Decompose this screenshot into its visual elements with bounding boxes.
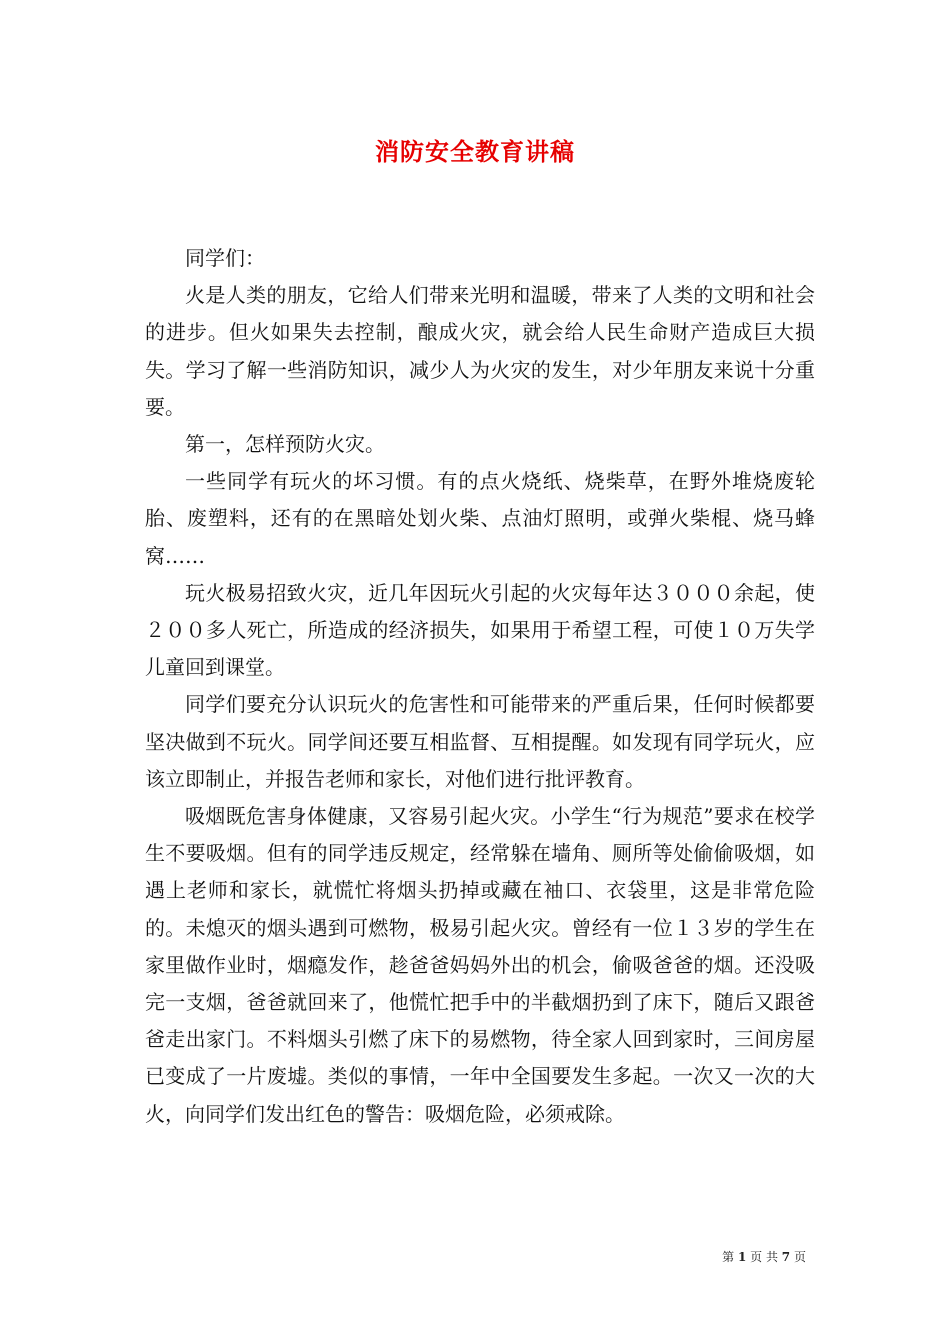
body-paragraph: 火是人类的朋友，它给人们带来光明和温暖，带来了人类的文明和社会的进步。但火如果失去控制，酿成火灾，就会给人民生命财产造成巨大损失。学习了解一些消防知识，减少人为火灾的发生，对少年朋友来说十分重要。 bbox=[145, 283, 815, 419]
body-paragraph: 玩火极易招致火灾，近几年因玩火引起的火灾每年达３０００余起，使２００多人死亡，所造成的经济损失，如果用于希望工程，可使１０万失学儿童回到课堂。 bbox=[145, 580, 815, 680]
footer-middle: 页 共 bbox=[750, 1250, 778, 1264]
current-page-number: 1 bbox=[737, 1250, 747, 1264]
footer-suffix: 页 bbox=[793, 1250, 806, 1264]
total-page-count: 7 bbox=[781, 1250, 791, 1264]
body-paragraph: 吸烟既危害身体健康，又容易引起火灾。小学生“行为规范”要求在校学生不要吸烟。但有的同学违反规定，经常躲在墙角、厕所等处偷偷吸烟，如遇上老师和家长，就慌忙将烟头扔掉或藏在袖口、衣袋里，这是非常危险的。未熄灭的烟头遇到可燃物，极易引起火灾。曾经有一位１３岁的学生在家里做作业时，烟瘾发作，趁爸爸妈妈外出的机会，偷吸爸爸的烟。还没吸完一支烟，爸爸就回来了，他慌忙把手中的半截烟扔到了床下，随后又跟爸爸走出家门。不料烟头引燃了床下的易燃物，待全家人回到家时，三间房屋已变成了一片废墟。类似的事情，一年中全国要发生多起。一次又一次的大火，向同学们发出红色的警告：吸烟危险，必须戒除。 bbox=[145, 804, 815, 1126]
document-title: 消防安全教育讲稿 bbox=[375, 137, 575, 166]
footer-prefix: 第 bbox=[722, 1250, 735, 1264]
section-heading-paragraph: 第一，怎样预防火灾。 bbox=[185, 432, 385, 457]
body-paragraph: 同学们要充分认识玩火的危害性和可能带来的严重后果，任何时候都要坚决做到不玩火。同学间还要互相监督、互相提醒。如发现有同学玩火，应该立即制止，并报告老师和家长，对他们进行批评教育。 bbox=[145, 692, 815, 791]
document-body bbox=[145, 240, 815, 1133]
page-number-footer bbox=[722, 1248, 806, 1265]
salutation-paragraph: 同学们： bbox=[185, 246, 265, 270]
body-paragraph: 一些同学有玩火的坏习惯。有的点火烧纸、烧柴草，在野外堆烧废轮胎、废塑料，还有的在黑暗处划火柴、点油灯照明，或弹火柴棍、烧马蜂窝…… bbox=[145, 469, 815, 568]
